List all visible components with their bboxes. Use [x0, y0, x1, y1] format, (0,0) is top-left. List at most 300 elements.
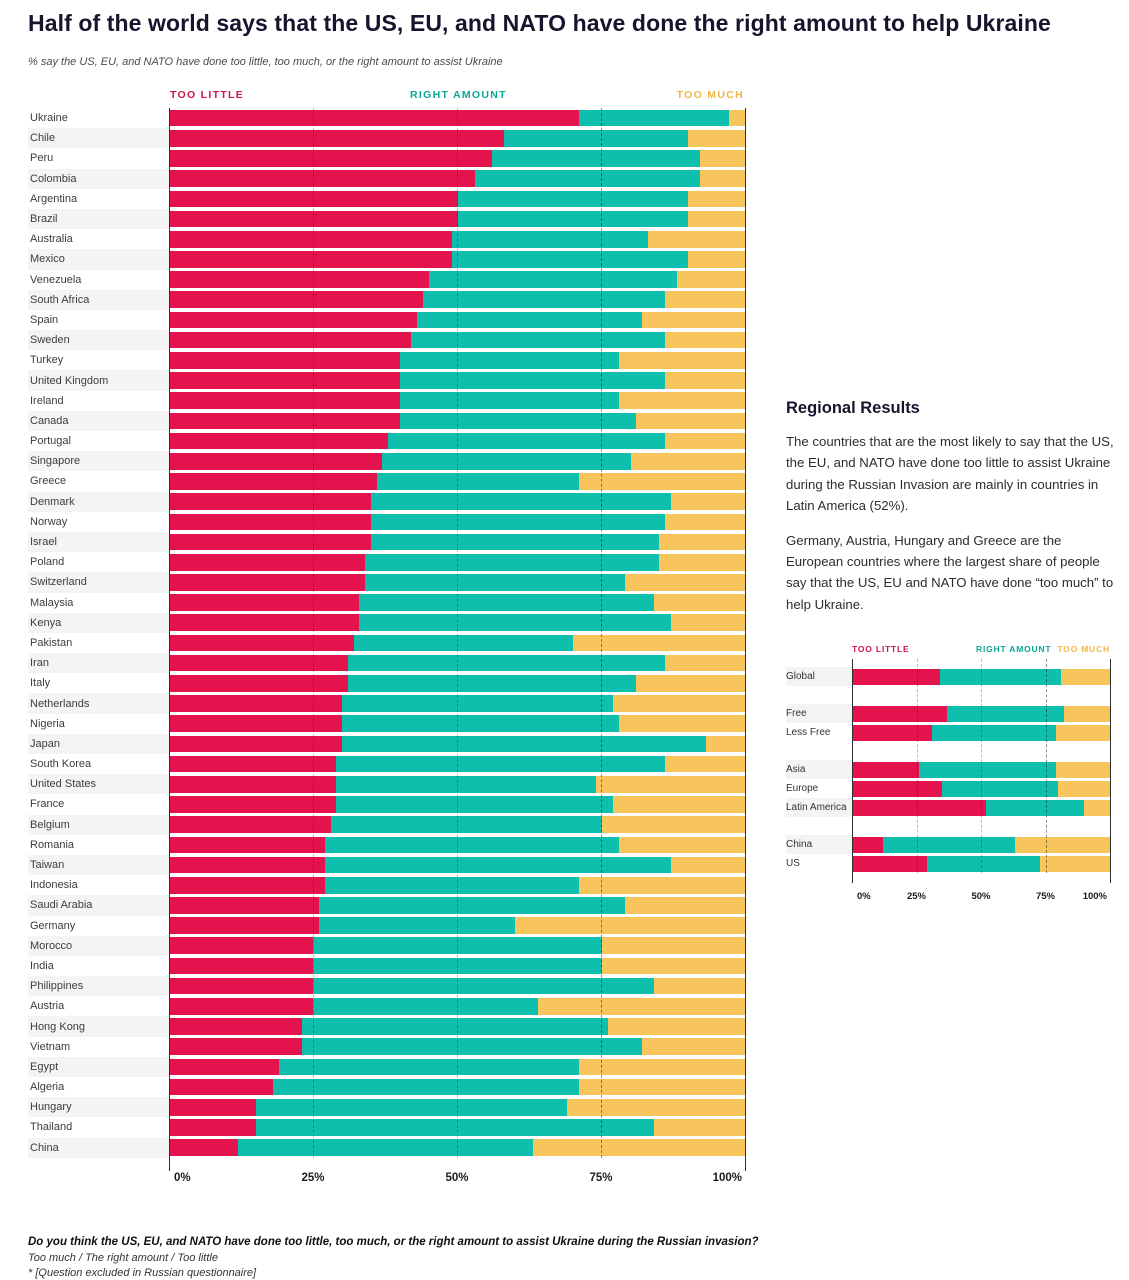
chart-row-france	[28, 794, 746, 814]
segment-right-amount	[302, 1038, 642, 1055]
chart-row-ireland	[28, 391, 746, 411]
row-label: Romania	[30, 838, 75, 851]
segment-too-much	[665, 514, 746, 531]
mini-chart-group	[786, 835, 1110, 873]
segment-too-little	[169, 594, 359, 611]
mini-chart-group	[786, 760, 1110, 817]
segment-right-amount	[986, 800, 1084, 816]
segment-too-much	[642, 1038, 746, 1055]
chart-row-poland	[28, 552, 746, 572]
chart-row-venezuela	[28, 270, 746, 290]
chart-row-singapore	[28, 451, 746, 471]
segment-too-little	[169, 917, 319, 934]
chart-row-less-free	[786, 723, 1110, 742]
main-stacked-bar-chart	[28, 86, 746, 1196]
chart-row-taiwan	[28, 855, 746, 875]
row-label: Europe	[786, 783, 819, 794]
segment-too-little	[169, 1018, 302, 1035]
segment-right-amount	[400, 392, 619, 409]
regional-mini-chart	[786, 641, 1116, 909]
segment-too-little	[169, 857, 325, 874]
segment-too-little	[169, 796, 336, 813]
segment-too-much	[665, 433, 746, 450]
segment-too-much	[596, 776, 746, 793]
chart-row-united-kingdom	[28, 370, 746, 390]
segment-right-amount	[238, 1139, 532, 1156]
chart-row-pakistan	[28, 633, 746, 653]
segment-too-little	[169, 413, 400, 430]
segment-too-much	[1040, 856, 1110, 872]
segment-too-much	[648, 231, 746, 248]
segment-right-amount	[319, 917, 515, 934]
segment-right-amount	[492, 150, 700, 167]
segment-too-much	[1056, 725, 1110, 741]
x-tick-25: 25%	[301, 1171, 325, 1184]
segment-too-much	[659, 554, 746, 571]
segment-right-amount	[504, 130, 689, 147]
chart-row-japan	[28, 734, 746, 754]
segment-right-amount	[452, 251, 689, 268]
row-label: Vietnam	[30, 1040, 71, 1053]
row-label: Venezuela	[30, 273, 82, 286]
chart-row-italy	[28, 673, 746, 693]
chart-row-spain	[28, 310, 746, 330]
segment-too-little	[169, 231, 452, 248]
segment-right-amount	[359, 614, 671, 631]
regional-paragraph-1: The countries that are the most likely to say that the US, the EU, and NATO have done too little to assist Ukraine during the Russian Invasion are mainly in countries in Latin America (52%).	[786, 434, 1114, 514]
segment-too-little	[169, 110, 579, 127]
segment-too-much	[671, 614, 746, 631]
segment-too-much	[665, 372, 746, 389]
segment-right-amount	[429, 271, 677, 288]
row-label: US	[786, 858, 800, 869]
chart-row-hungary	[28, 1097, 746, 1117]
segment-too-much	[579, 877, 746, 894]
regional-results-heading: Regional Results	[786, 399, 920, 417]
segment-right-amount	[348, 675, 637, 692]
row-label: Japan	[28, 734, 169, 754]
segment-right-amount	[883, 837, 1015, 853]
segment-too-little	[169, 150, 492, 167]
mini-gridline-25	[917, 659, 918, 873]
segment-too-little	[169, 493, 371, 510]
row-label: South Africa	[28, 290, 169, 310]
row-label: Nigeria	[30, 717, 65, 730]
main-chart-legend	[28, 86, 746, 108]
chart-row-saudi-arabia	[28, 895, 746, 915]
segment-too-much	[654, 978, 746, 995]
x-tick-0: 0%	[857, 891, 871, 902]
chart-row-norway	[28, 512, 746, 532]
segment-too-little	[169, 937, 313, 954]
segment-too-much	[579, 473, 746, 490]
chart-row-chile	[28, 128, 746, 148]
mini-chart-rows	[786, 659, 1110, 873]
mini-gridline-50	[981, 659, 982, 873]
chart-row-peru	[28, 148, 746, 168]
mini-gridline-75	[1046, 659, 1047, 873]
segment-right-amount	[336, 796, 613, 813]
gridline-75	[601, 108, 602, 1158]
segment-right-amount	[313, 978, 653, 995]
chart-row-kenya	[28, 613, 746, 633]
segment-too-much	[671, 857, 746, 874]
segment-too-much	[665, 332, 746, 349]
segment-too-little	[169, 635, 354, 652]
segment-too-much	[700, 150, 746, 167]
segment-right-amount	[256, 1119, 654, 1136]
row-label: France	[30, 798, 65, 811]
segment-too-little	[169, 877, 325, 894]
segment-right-amount	[452, 231, 648, 248]
row-label: Algeria	[30, 1081, 65, 1094]
segment-right-amount	[942, 781, 1058, 797]
row-label: Less Free	[786, 727, 831, 738]
segment-too-little	[169, 433, 388, 450]
row-label: Thailand	[30, 1121, 73, 1134]
segment-too-much	[608, 1018, 746, 1035]
segment-too-much	[619, 392, 746, 409]
row-label: Mexico	[28, 249, 169, 269]
segment-too-little	[852, 837, 883, 853]
segment-right-amount	[932, 725, 1056, 741]
segment-right-amount	[400, 352, 619, 369]
segment-too-much	[671, 493, 746, 510]
segment-right-amount	[458, 191, 689, 208]
segment-too-much	[636, 413, 746, 430]
row-label: Ukraine	[30, 112, 68, 125]
gridline-25	[313, 108, 314, 1158]
segment-too-much	[1056, 762, 1110, 778]
x-tick-75: 75%	[1035, 891, 1056, 902]
segment-right-amount	[359, 594, 653, 611]
row-label: Saudi Arabia	[28, 895, 169, 915]
segment-too-much	[631, 453, 746, 470]
chart-row-austria	[28, 996, 746, 1016]
segment-too-little	[169, 514, 371, 531]
chart-row-free	[786, 704, 1110, 723]
x-tick-0: 0%	[174, 1171, 191, 1184]
mini-chart-legend	[786, 641, 1116, 659]
chart-row-ukraine	[28, 108, 746, 128]
row-label: Chile	[28, 128, 169, 148]
row-label: South Korea	[30, 758, 92, 771]
segment-right-amount	[411, 332, 665, 349]
chart-row-malaysia	[28, 593, 746, 613]
segment-too-little	[169, 534, 371, 551]
segment-too-much	[729, 110, 746, 127]
row-label: Argentina	[30, 192, 78, 205]
segment-right-amount	[331, 816, 602, 833]
row-label: Norway	[30, 515, 68, 528]
segment-too-little	[169, 312, 417, 329]
x-tick-50: 50%	[971, 891, 991, 902]
row-label: Malaysia	[30, 596, 74, 609]
segment-too-little	[169, 1059, 279, 1076]
row-label: Latin America	[786, 798, 852, 817]
chart-row-us	[786, 854, 1110, 873]
chart-row-india	[28, 956, 746, 976]
segment-right-amount	[313, 998, 538, 1015]
segment-too-much	[636, 675, 746, 692]
segment-right-amount	[371, 493, 671, 510]
row-label: Austria	[30, 1000, 65, 1013]
row-label: Netherlands	[28, 693, 169, 713]
segment-too-little	[169, 473, 377, 490]
segment-too-much	[538, 998, 746, 1015]
mini-legend-too-little: TOO LITTLE	[852, 644, 910, 654]
segment-right-amount	[342, 715, 619, 732]
row-label: Switzerland	[28, 572, 169, 592]
chart-row-germany	[28, 916, 746, 936]
segment-right-amount	[400, 372, 665, 389]
chart-row-china	[786, 835, 1110, 854]
row-label: Peru	[30, 152, 54, 165]
row-label: China	[28, 1138, 169, 1158]
segment-too-much	[619, 837, 746, 854]
row-label: Free	[786, 704, 852, 723]
segment-too-little	[852, 762, 919, 778]
segment-too-much	[613, 695, 746, 712]
row-label: Singapore	[28, 451, 169, 471]
segment-right-amount	[342, 695, 613, 712]
segment-too-much	[533, 1139, 746, 1156]
row-label: Iran	[28, 653, 169, 673]
footnote	[28, 1236, 759, 1279]
chart-row-mexico	[28, 249, 746, 269]
segment-too-little	[169, 998, 313, 1015]
row-label: Australia	[30, 233, 73, 246]
chart-row-colombia	[28, 169, 746, 189]
chart-row-sweden	[28, 330, 746, 350]
segment-right-amount	[371, 514, 665, 531]
segment-right-amount	[325, 857, 671, 874]
segment-right-amount	[319, 897, 625, 914]
segment-too-little	[169, 170, 475, 187]
mini-legend-too-much: TOO MUCH	[1057, 644, 1110, 654]
mini-axis-line-100	[1110, 659, 1111, 883]
segment-too-little	[169, 251, 452, 268]
axis-line-0	[169, 108, 170, 1171]
chart-row-china	[28, 1138, 746, 1158]
segment-right-amount	[279, 1059, 579, 1076]
chart-row-denmark	[28, 492, 746, 512]
segment-too-much	[665, 291, 746, 308]
segment-too-little	[169, 554, 365, 571]
segment-too-much	[677, 271, 746, 288]
chart-row-greece	[28, 471, 746, 491]
row-label: Italy	[30, 677, 51, 690]
segment-too-much	[665, 655, 746, 672]
segment-too-little	[169, 614, 359, 631]
segment-too-much	[659, 534, 746, 551]
segment-too-much	[706, 736, 746, 753]
chart-row-south-africa	[28, 290, 746, 310]
row-label: Poland	[30, 556, 65, 569]
axis-line-100	[745, 108, 746, 1171]
segment-too-little	[169, 1099, 256, 1116]
segment-right-amount	[336, 756, 665, 773]
segment-too-little	[169, 897, 319, 914]
chart-row-australia	[28, 229, 746, 249]
segment-too-little	[169, 1119, 256, 1136]
segment-too-little	[852, 781, 942, 797]
segment-right-amount	[365, 554, 659, 571]
segment-right-amount	[919, 762, 1056, 778]
chart-row-belgium	[28, 815, 746, 835]
segment-right-amount	[302, 1018, 608, 1035]
segment-too-much	[688, 191, 746, 208]
segment-too-much	[1064, 706, 1110, 722]
segment-too-little	[169, 332, 411, 349]
x-tick-25: 25%	[906, 891, 927, 902]
survey-question: Do you think the US, EU, and NATO have done too little, too much, or the right amount to assist Ukraine during the Russian invasion?	[28, 1236, 759, 1248]
chart-row-europe	[786, 779, 1110, 798]
segment-too-much	[688, 130, 746, 147]
row-label: Germany	[30, 919, 76, 932]
chart-row-united-states	[28, 774, 746, 794]
segment-too-little	[169, 453, 382, 470]
chart-row-vietnam	[28, 1037, 746, 1057]
segment-too-much	[573, 635, 746, 652]
row-label: Hungary	[28, 1097, 169, 1117]
page-title: Half of the world says that the US, EU, and NATO have done the right amount to help Ukraine	[28, 10, 1051, 36]
chart-row-turkey	[28, 350, 746, 370]
segment-too-little	[169, 574, 365, 591]
segment-right-amount	[342, 736, 706, 753]
segment-too-much	[579, 1079, 746, 1096]
mini-chart-group	[786, 667, 1110, 686]
segment-too-much	[665, 756, 746, 773]
segment-too-much	[1015, 837, 1110, 853]
segment-right-amount	[475, 170, 700, 187]
segment-too-little	[169, 695, 342, 712]
segment-right-amount	[365, 574, 625, 591]
segment-right-amount	[377, 473, 579, 490]
row-label: China	[786, 835, 852, 854]
row-label: Portugal	[30, 435, 71, 448]
legend-too-much: TOO MUCH	[676, 89, 744, 101]
row-label: Pakistan	[30, 636, 73, 649]
segment-too-much	[688, 211, 746, 228]
chart-row-hong-kong	[28, 1016, 746, 1036]
row-label: India	[30, 959, 54, 972]
x-tick-100: 100%	[1082, 891, 1107, 902]
row-label: Greece	[30, 475, 67, 488]
chart-row-algeria	[28, 1077, 746, 1097]
row-label: United Kingdom	[28, 370, 169, 390]
regional-results-panel	[786, 399, 1118, 615]
mini-legend-right-amount: RIGHT AMOUNT	[976, 644, 1052, 654]
segment-too-little	[169, 958, 313, 975]
legend-too-little: TOO LITTLE	[170, 89, 245, 101]
segment-too-little	[169, 130, 504, 147]
segment-too-little	[169, 978, 313, 995]
segment-too-little	[852, 800, 986, 816]
row-label: United States	[28, 774, 169, 794]
segment-right-amount	[458, 211, 689, 228]
row-label: Global	[786, 667, 852, 686]
mini-chart-x-axis	[786, 883, 1110, 909]
main-chart-x-axis	[28, 1158, 746, 1196]
segment-too-little	[169, 816, 331, 833]
chart-row-romania	[28, 835, 746, 855]
chart-row-global	[786, 667, 1110, 686]
segment-too-much	[625, 574, 746, 591]
chart-row-israel	[28, 532, 746, 552]
segment-too-little	[169, 392, 400, 409]
segment-too-much	[613, 796, 746, 813]
row-label: Ireland	[30, 394, 64, 407]
chart-row-portugal	[28, 431, 746, 451]
row-label: Indonesia	[30, 879, 78, 892]
row-label: Spain	[30, 313, 59, 326]
chart-row-netherlands	[28, 693, 746, 713]
row-label: Turkey	[30, 354, 64, 367]
segment-right-amount	[348, 655, 665, 672]
segment-too-little	[852, 669, 940, 685]
row-label: Denmark	[28, 492, 169, 512]
segment-too-much	[602, 937, 746, 954]
chart-row-south-korea	[28, 754, 746, 774]
segment-too-much	[602, 958, 746, 975]
segment-too-much	[688, 251, 746, 268]
segment-too-little	[852, 706, 947, 722]
segment-too-little	[852, 725, 932, 741]
row-label: Brazil	[28, 209, 169, 229]
chart-row-egypt	[28, 1057, 746, 1077]
segment-right-amount	[371, 534, 660, 551]
chart-row-brazil	[28, 209, 746, 229]
segment-too-much	[567, 1099, 746, 1116]
segment-too-much	[654, 1119, 746, 1136]
legend-right-amount: RIGHT AMOUNT	[410, 89, 507, 101]
segment-too-much	[515, 917, 746, 934]
segment-right-amount	[417, 312, 642, 329]
main-chart-rows	[28, 108, 746, 1158]
segment-too-much	[1061, 669, 1110, 685]
row-label: Asia	[786, 760, 852, 779]
segment-too-little	[169, 776, 336, 793]
row-label: Egypt	[28, 1057, 169, 1077]
chart-row-argentina	[28, 189, 746, 209]
segment-too-little	[169, 1139, 238, 1156]
segment-too-little	[169, 291, 423, 308]
segment-too-little	[169, 271, 429, 288]
segment-too-much	[602, 816, 746, 833]
chart-row-canada	[28, 411, 746, 431]
segment-too-little	[169, 655, 348, 672]
regional-paragraph-2: Germany, Austria, Hungary and Greece are the European countries where the largest share of people say that the US, EU and NATO have done “too much” to help Ukraine.	[786, 532, 1114, 612]
row-label: Kenya	[28, 613, 169, 633]
chart-row-thailand	[28, 1117, 746, 1137]
row-label: Canada	[28, 411, 169, 431]
segment-too-much	[700, 170, 746, 187]
segment-too-little	[169, 715, 342, 732]
chart-row-iran	[28, 653, 746, 673]
row-label: Belgium	[28, 815, 169, 835]
row-label: Taiwan	[28, 855, 169, 875]
chart-row-latin-america	[786, 798, 1110, 817]
segment-right-amount	[325, 837, 619, 854]
x-tick-100: 100%	[712, 1171, 742, 1184]
segment-too-little	[169, 756, 336, 773]
segment-right-amount	[325, 877, 579, 894]
segment-too-little	[169, 675, 348, 692]
row-label: Hong Kong	[28, 1016, 169, 1036]
segment-too-much	[625, 897, 746, 914]
segment-too-little	[169, 352, 400, 369]
